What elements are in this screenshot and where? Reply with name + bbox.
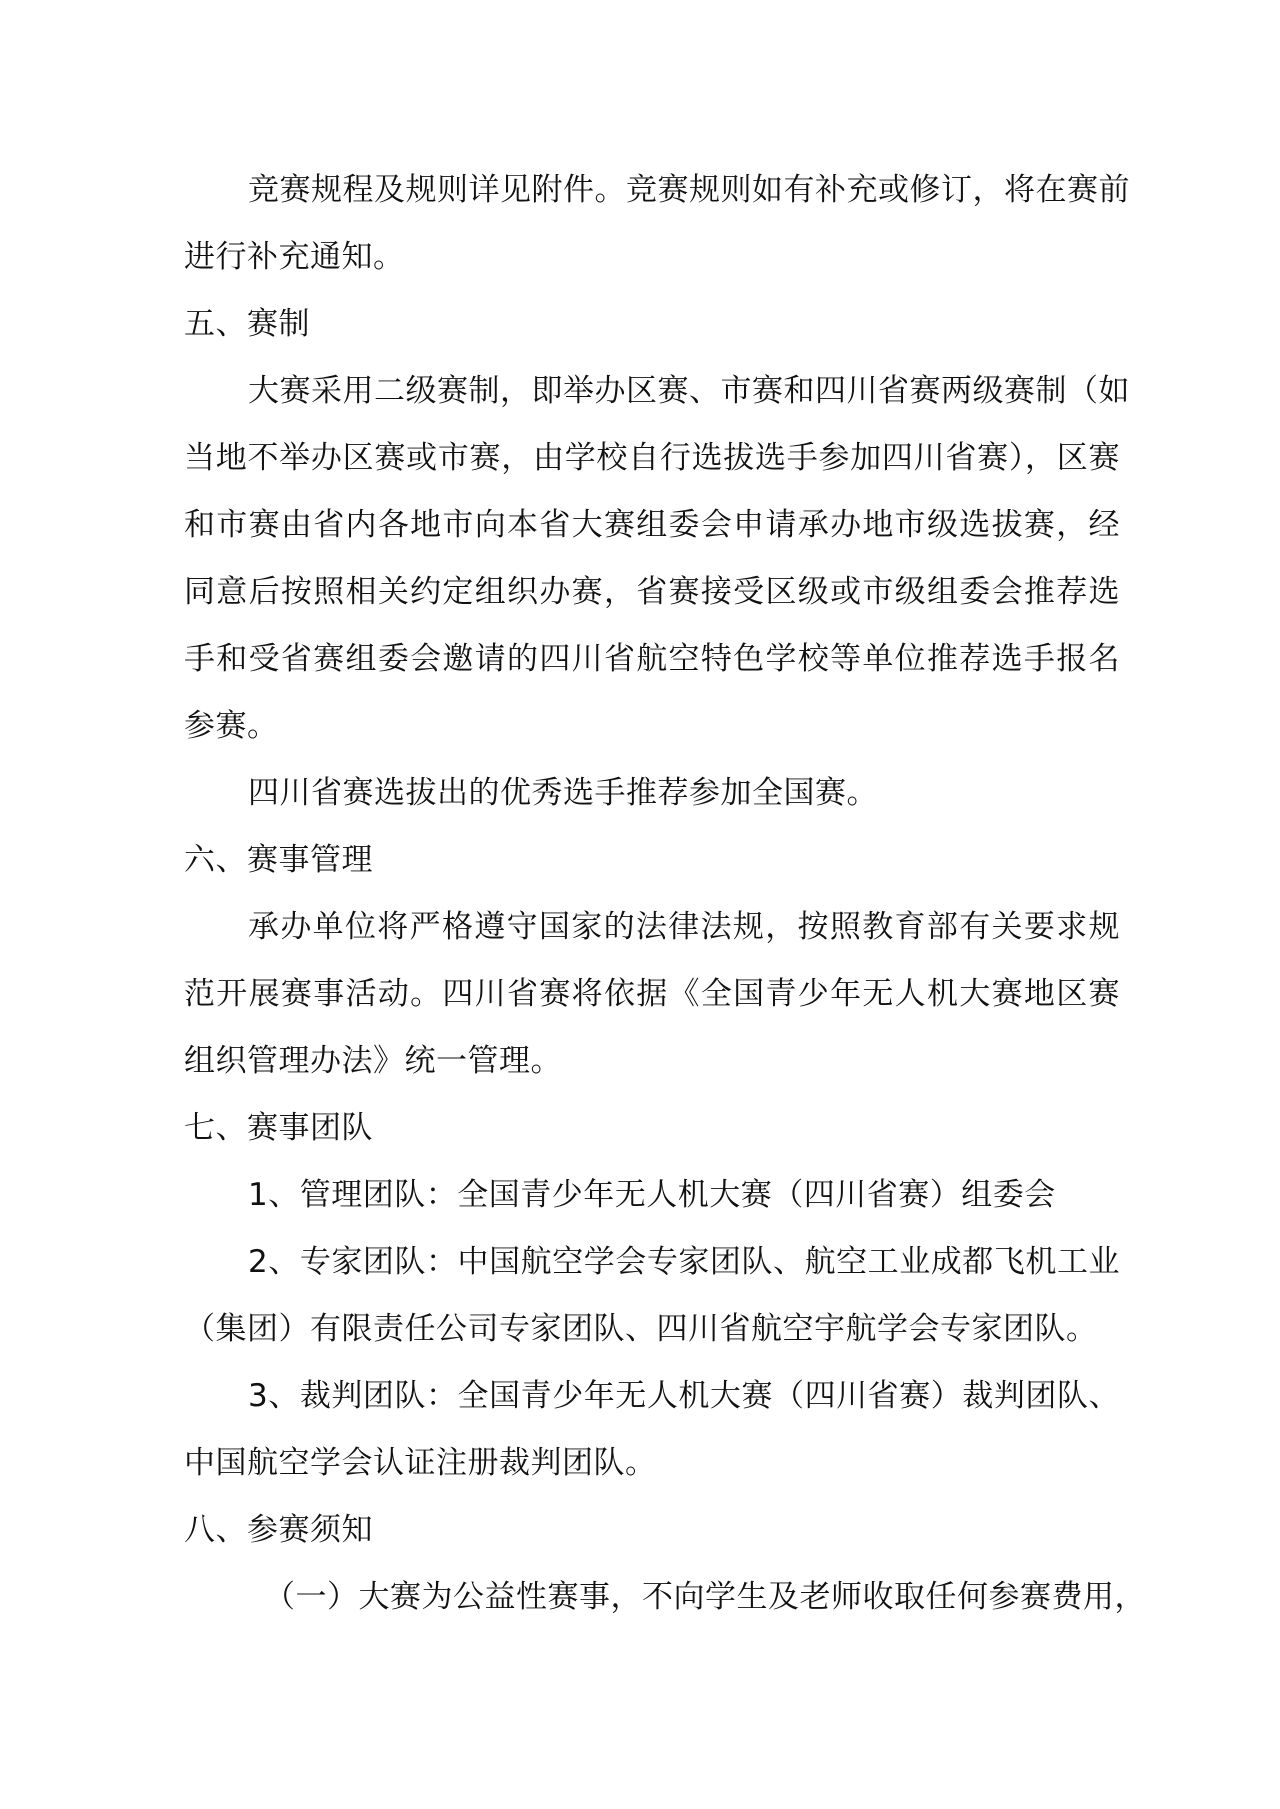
paragraph-line: 同意后按照相关约定组织办赛，省赛接受区级或市级组委会推荐选 — [184, 574, 1120, 610]
paragraph-line: 四川省赛选拔出的优秀选手推荐参加全国赛。 — [248, 775, 878, 811]
paragraph-line: （一）大赛为公益性赛事，不向学生及老师收取任何参赛费用， — [264, 1579, 1146, 1615]
paragraph-line: 竞赛规程及规则详见附件。竞赛规则如有补充或修订，将在赛前 — [248, 172, 1130, 208]
paragraph-line: 当地不举办区赛或市赛，由学校自行选拔选手参加四川省赛），区赛 — [184, 440, 1120, 476]
list-item-continuation: 中国航空学会认证注册裁判团队。 — [184, 1445, 657, 1481]
paragraph-line: 手和受省赛组委会邀请的四川省航空特色学校等单位推荐选手报名 — [184, 641, 1120, 677]
paragraph-line: 大赛采用二级赛制，即举办区赛、市赛和四川省赛两级赛制（如 — [248, 373, 1130, 409]
list-item: 3、裁判团队：全国青少年无人机大赛（四川省赛）裁判团队、 — [248, 1378, 1120, 1414]
paragraph-line: 范开展赛事活动。四川省赛将依据《全国青少年无人机大赛地区赛 — [184, 976, 1120, 1012]
list-item: 1、管理团队：全国青少年无人机大赛（四川省赛）组委会 — [248, 1177, 1056, 1213]
section-heading: 八、参赛须知 — [184, 1512, 373, 1548]
section-heading: 七、赛事团队 — [184, 1110, 373, 1146]
paragraph-line: 承办单位将严格遵守国家的法律法规，按照教育部有关要求规 — [248, 909, 1120, 945]
paragraph-line: 进行补充通知。 — [184, 239, 405, 275]
section-heading: 五、赛制 — [184, 306, 310, 342]
list-item-continuation: （集团）有限责任公司专家团队、四川省航空宇航学会专家团队。 — [184, 1311, 1098, 1347]
paragraph-line: 和市赛由省内各地市向本省大赛组委会申请承办地市级选拔赛，经 — [184, 507, 1120, 543]
paragraph-line: 组织管理办法》统一管理。 — [184, 1043, 562, 1079]
section-heading: 六、赛事管理 — [184, 842, 373, 878]
list-item: 2、专家团队：中国航空学会专家团队、航空工业成都飞机工业 — [248, 1244, 1120, 1280]
paragraph-line: 参赛。 — [184, 708, 279, 744]
